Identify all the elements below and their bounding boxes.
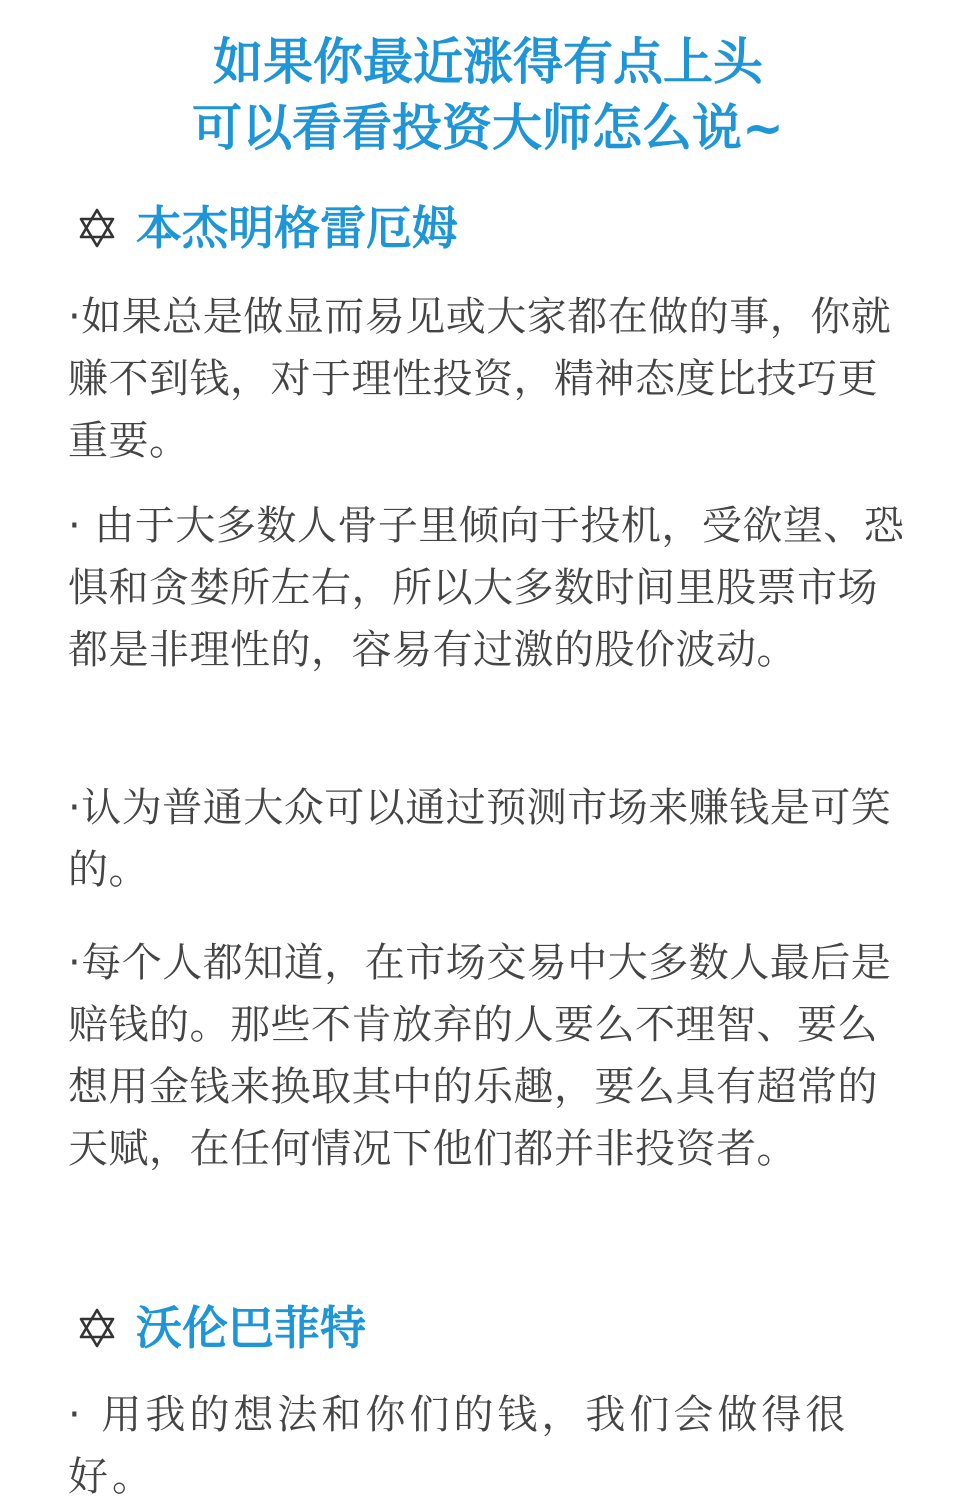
section-heading-graham	[76, 198, 458, 258]
page-title-line-2: 可以看看投资大师怎么说~	[192, 99, 784, 157]
star-of-david-icon	[76, 207, 118, 249]
section-heading-label: 本杰明格雷厄姆	[136, 201, 458, 255]
quote-paragraph: ·每个人都知道，在市场交易中大多数人最后是赔钱的。那些不肯放弃的人要么不理智、要么想用金钱来换取其中的乐趣，要么具有超常的天赋，在任何情况下他们都并非投资者。	[68, 940, 892, 1172]
star-of-david-icon	[76, 1307, 118, 1349]
section-heading-label: 沃伦巴菲特	[136, 1301, 366, 1355]
quote-paragraph: · 由于大多数人骨子里倾向于投机，受欲望、恐惧和贪婪所左右，所以大多数时间里股票市场都是非理性的，容易有过激的股价波动。	[68, 503, 905, 673]
quote-paragraph: ·认为普通大众可以通过预测市场来赚钱是可笑的。	[68, 785, 892, 893]
quote-paragraph: · 用我的想法和你们的钱，我们会做得很好。	[68, 1392, 850, 1500]
quote-paragraph: ·如果总是做显而易见或大家都在做的事，你就赚不到钱，对于理性投资，精神态度比技巧更重要。	[68, 294, 892, 464]
page-title-line-1: 如果你最近涨得有点上头	[213, 33, 763, 91]
section-heading-buffett	[76, 1298, 366, 1358]
